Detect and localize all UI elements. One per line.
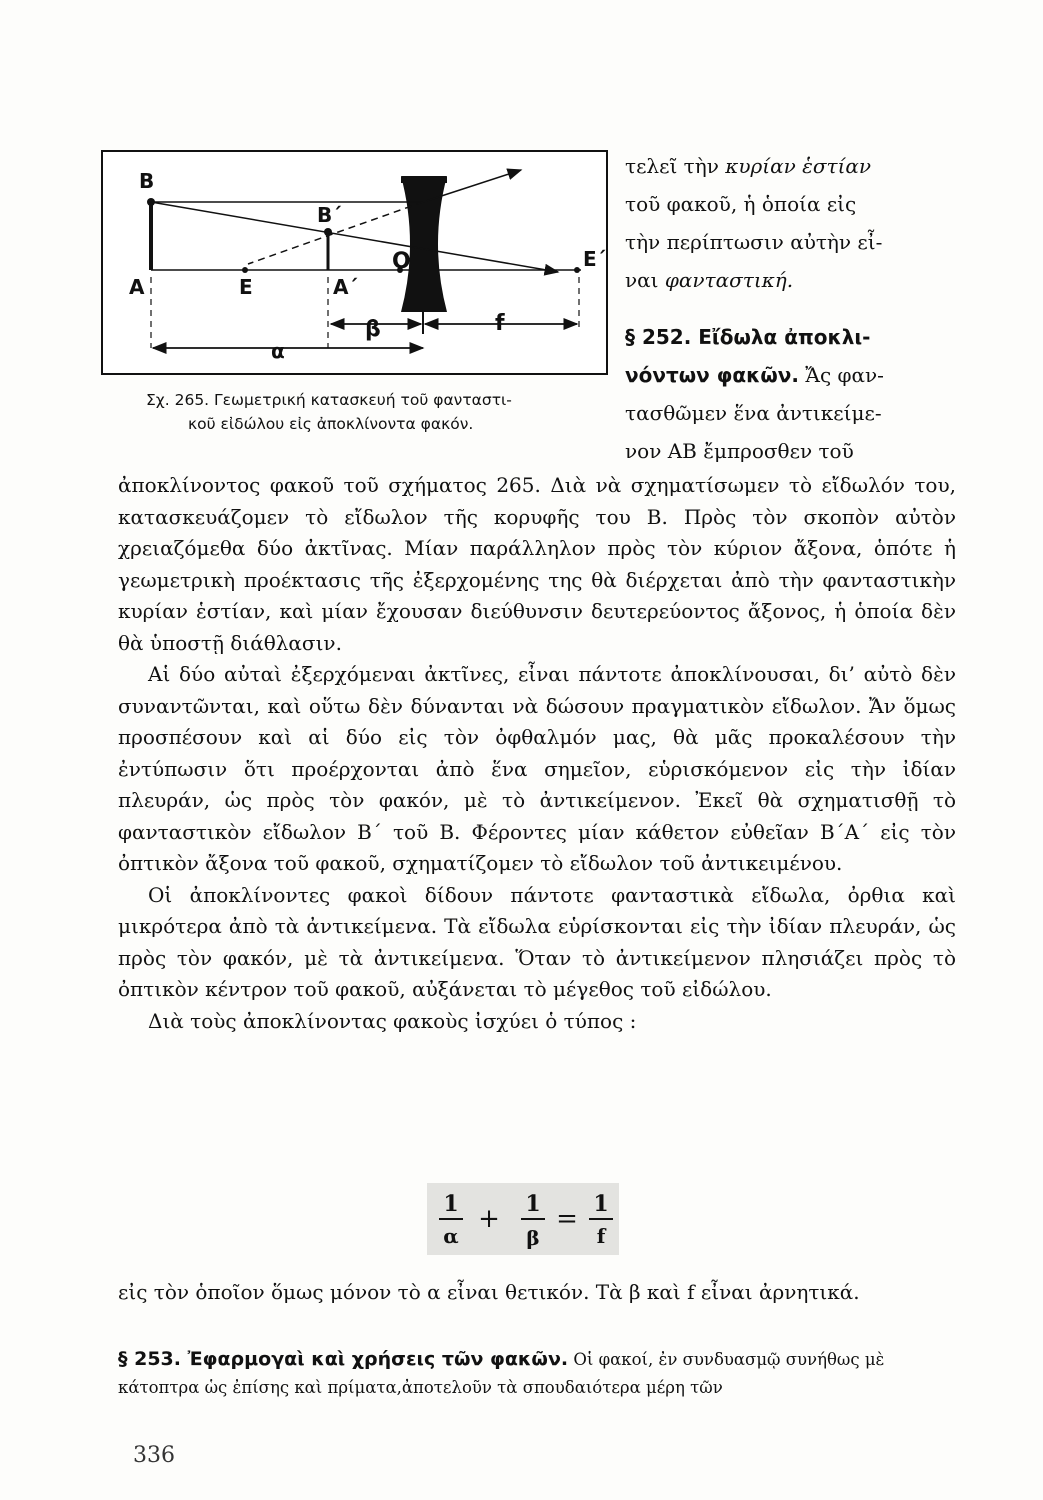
formula-explanation: εἰς τὸν ὁποῖον ὅμως μόνον τὸ α εἶναι θετικόν. Τὰ β καὶ f εἶναι ἀρνητικά.: [118, 1280, 860, 1304]
label-a: A: [129, 275, 145, 299]
label-alpha: α: [271, 339, 285, 363]
right-line-3: τὴν περίπτωσιν αὐτὴν εἶ-: [625, 230, 883, 254]
label-beta: β: [365, 317, 381, 342]
label-f: f: [495, 311, 505, 336]
formula-equals: =: [556, 1204, 578, 1234]
right-column-text: [625, 147, 955, 299]
lens-formula: [427, 1183, 619, 1255]
right-line-4: ναι φανταστική.: [625, 268, 794, 292]
center-ray: [151, 202, 558, 272]
formula-plus: +: [478, 1204, 500, 1234]
right-line-1: τελεῖ τὴν κυρίαν ἑστίαν: [625, 154, 872, 178]
section-253-heading: § 253. Ἐφαρμογαὶ καὶ χρήσεις τῶν φακῶν.: [118, 1348, 569, 1370]
formula-num-3: 1: [593, 1191, 609, 1217]
formula-den-1: α: [443, 1224, 459, 1248]
section-253-text: Οἱ φακοί, ἐν συνδυασμῷ συνήθως μὲ κάτοπτρα ὡς ἐπίσης καὶ πρίματα,ἀποτελοῦν τὰ σπουδαιότερα μέρη τῶν: [118, 1350, 885, 1397]
section-252-heading: § 252. Εἴδωλα ἀποκλι-: [625, 325, 871, 349]
page-number: 336: [133, 1443, 175, 1468]
right-line-2: τοῦ φακοῦ, ἡ ὁποία εἰς: [625, 192, 857, 216]
paragraph-4: Διὰ τοὺς ἀποκλίνοντας φακοὺς ἰσχύει ὁ τύπος :: [148, 1008, 637, 1033]
section-252: § 252. Εἴδωλα ἀποκλι- νόντων φακῶν. Ἄς φαν- τασθῶμεν ἕνα ἀντικείμε- νον ΑΒ ἔμπροσθεν τοῦ: [625, 325, 884, 463]
paragraph-2: Αἱ δύο αὐταὶ ἐξερχόμεναι ἀκτῖνες, εἶναι πάντοτε ἀποκλίνουσαι, δι’ αὐτὸ δὲν συναντῶνται, καὶ οὕτω δὲν δύνανται νὰ δώσουν πραγματικὸν εἴδωλον. Ἄν ὅμως προσπέσουν καὶ αἱ δύο εἰς τὸν ὀφθαλμόν μας, θὰ μᾶς προκαλέσουν τὴν ἐντύπωσιν ὅτι προέρχονται ἀπὸ ἕνα σημεῖον, εὑρισκόμενον εἰς τὴν ἰδίαν πλευράν, ὡς πρὸς τὸν φακόν, μὲ τὸ ἀντικείμενον. Ἐκεῖ θὰ σχηματισθῇ τὸ φανταστικὸν εἴδωλον Β΄ τοῦ Β. Φέροντες μίαν κάθετον εὐθεῖαν Β΄Α΄ εἰς τὸν ὀπτικὸν ἄξονα τοῦ φακοῦ, σχηματίζομεν τὸ εἴδωλον τοῦ ἀντικειμένου.: [118, 662, 956, 875]
main-body-text: [118, 470, 956, 1037]
caption-line-2: κοῦ εἰδώλου εἰς ἀποκλίνοντα φακόν.: [188, 415, 474, 433]
formula-den-2: β: [526, 1226, 540, 1250]
formula-den-3: f: [596, 1224, 606, 1248]
formula-num-2: 1: [525, 1191, 541, 1217]
lens-diagram: [101, 150, 608, 375]
paragraph-1: ἀποκλίνοντος φακοῦ τοῦ σχήματος 265. Διὰ νὰ σχηματίσωμεν τὸ εἴδωλόν του, κατασκευάζομεν τὸ εἴδωλον τῆς κορυφῆς του Β. Πρὸς τὸν σκοπὸν αὐτὸν χρειαζόμεθα δύο ἀκτῖνας. Μίαν παράλληλον πρὸς τὸν κύριον ἄξονα, ὁπότε ἡ γεωμετρικὴ προέκτασις τῆς ἐξερχομένης της θὰ διέρχεται ἀπὸ τὴν φανταστικὴν κυρίαν ἑστίαν, καὶ μίαν ἔχουσαν διεύθυνσιν δευτερεύοντος ἄξονος, ἡ ὁποία δὲν θὰ ὑποστῇ διάθλασιν.: [118, 473, 956, 655]
label-e: E: [239, 275, 253, 299]
section-253: [118, 1345, 958, 1402]
figure-caption: [146, 388, 606, 436]
label-b-prime: B΄: [317, 203, 342, 227]
label-b: B: [139, 169, 155, 193]
label-o: O: [392, 249, 411, 274]
diverging-lens-construction: [103, 152, 610, 377]
label-a-prime: A΄: [333, 275, 358, 299]
formula-num-1: 1: [443, 1191, 459, 1217]
label-e-prime: E΄: [583, 247, 606, 271]
paragraph-3: Οἱ ἀποκλίνοντες φακοὶ δίδουν πάντοτε φανταστικὰ εἴδωλα, ὀρθια καὶ μικρότερα ἀπὸ τὰ ἀντικείμενα. Τὰ εἴδωλα εὑρίσκονται εἰς τὴν ἰδίαν πλευράν, ὡς πρὸς τὸν φακόν, μὲ τὰ ἀντικείμενα. Ὅταν τὸ ἀντικείμενον πλησιάζει πρὸς τὸ ὀπτικὸν κέντρον τοῦ φακοῦ, αὐξάνεται τὸ μέγεθος τοῦ εἰδώλου.: [118, 882, 956, 1001]
caption-line-1: Σχ. 265. Γεωμετρική κατασκευή τοῦ φανταστι-: [146, 391, 512, 409]
